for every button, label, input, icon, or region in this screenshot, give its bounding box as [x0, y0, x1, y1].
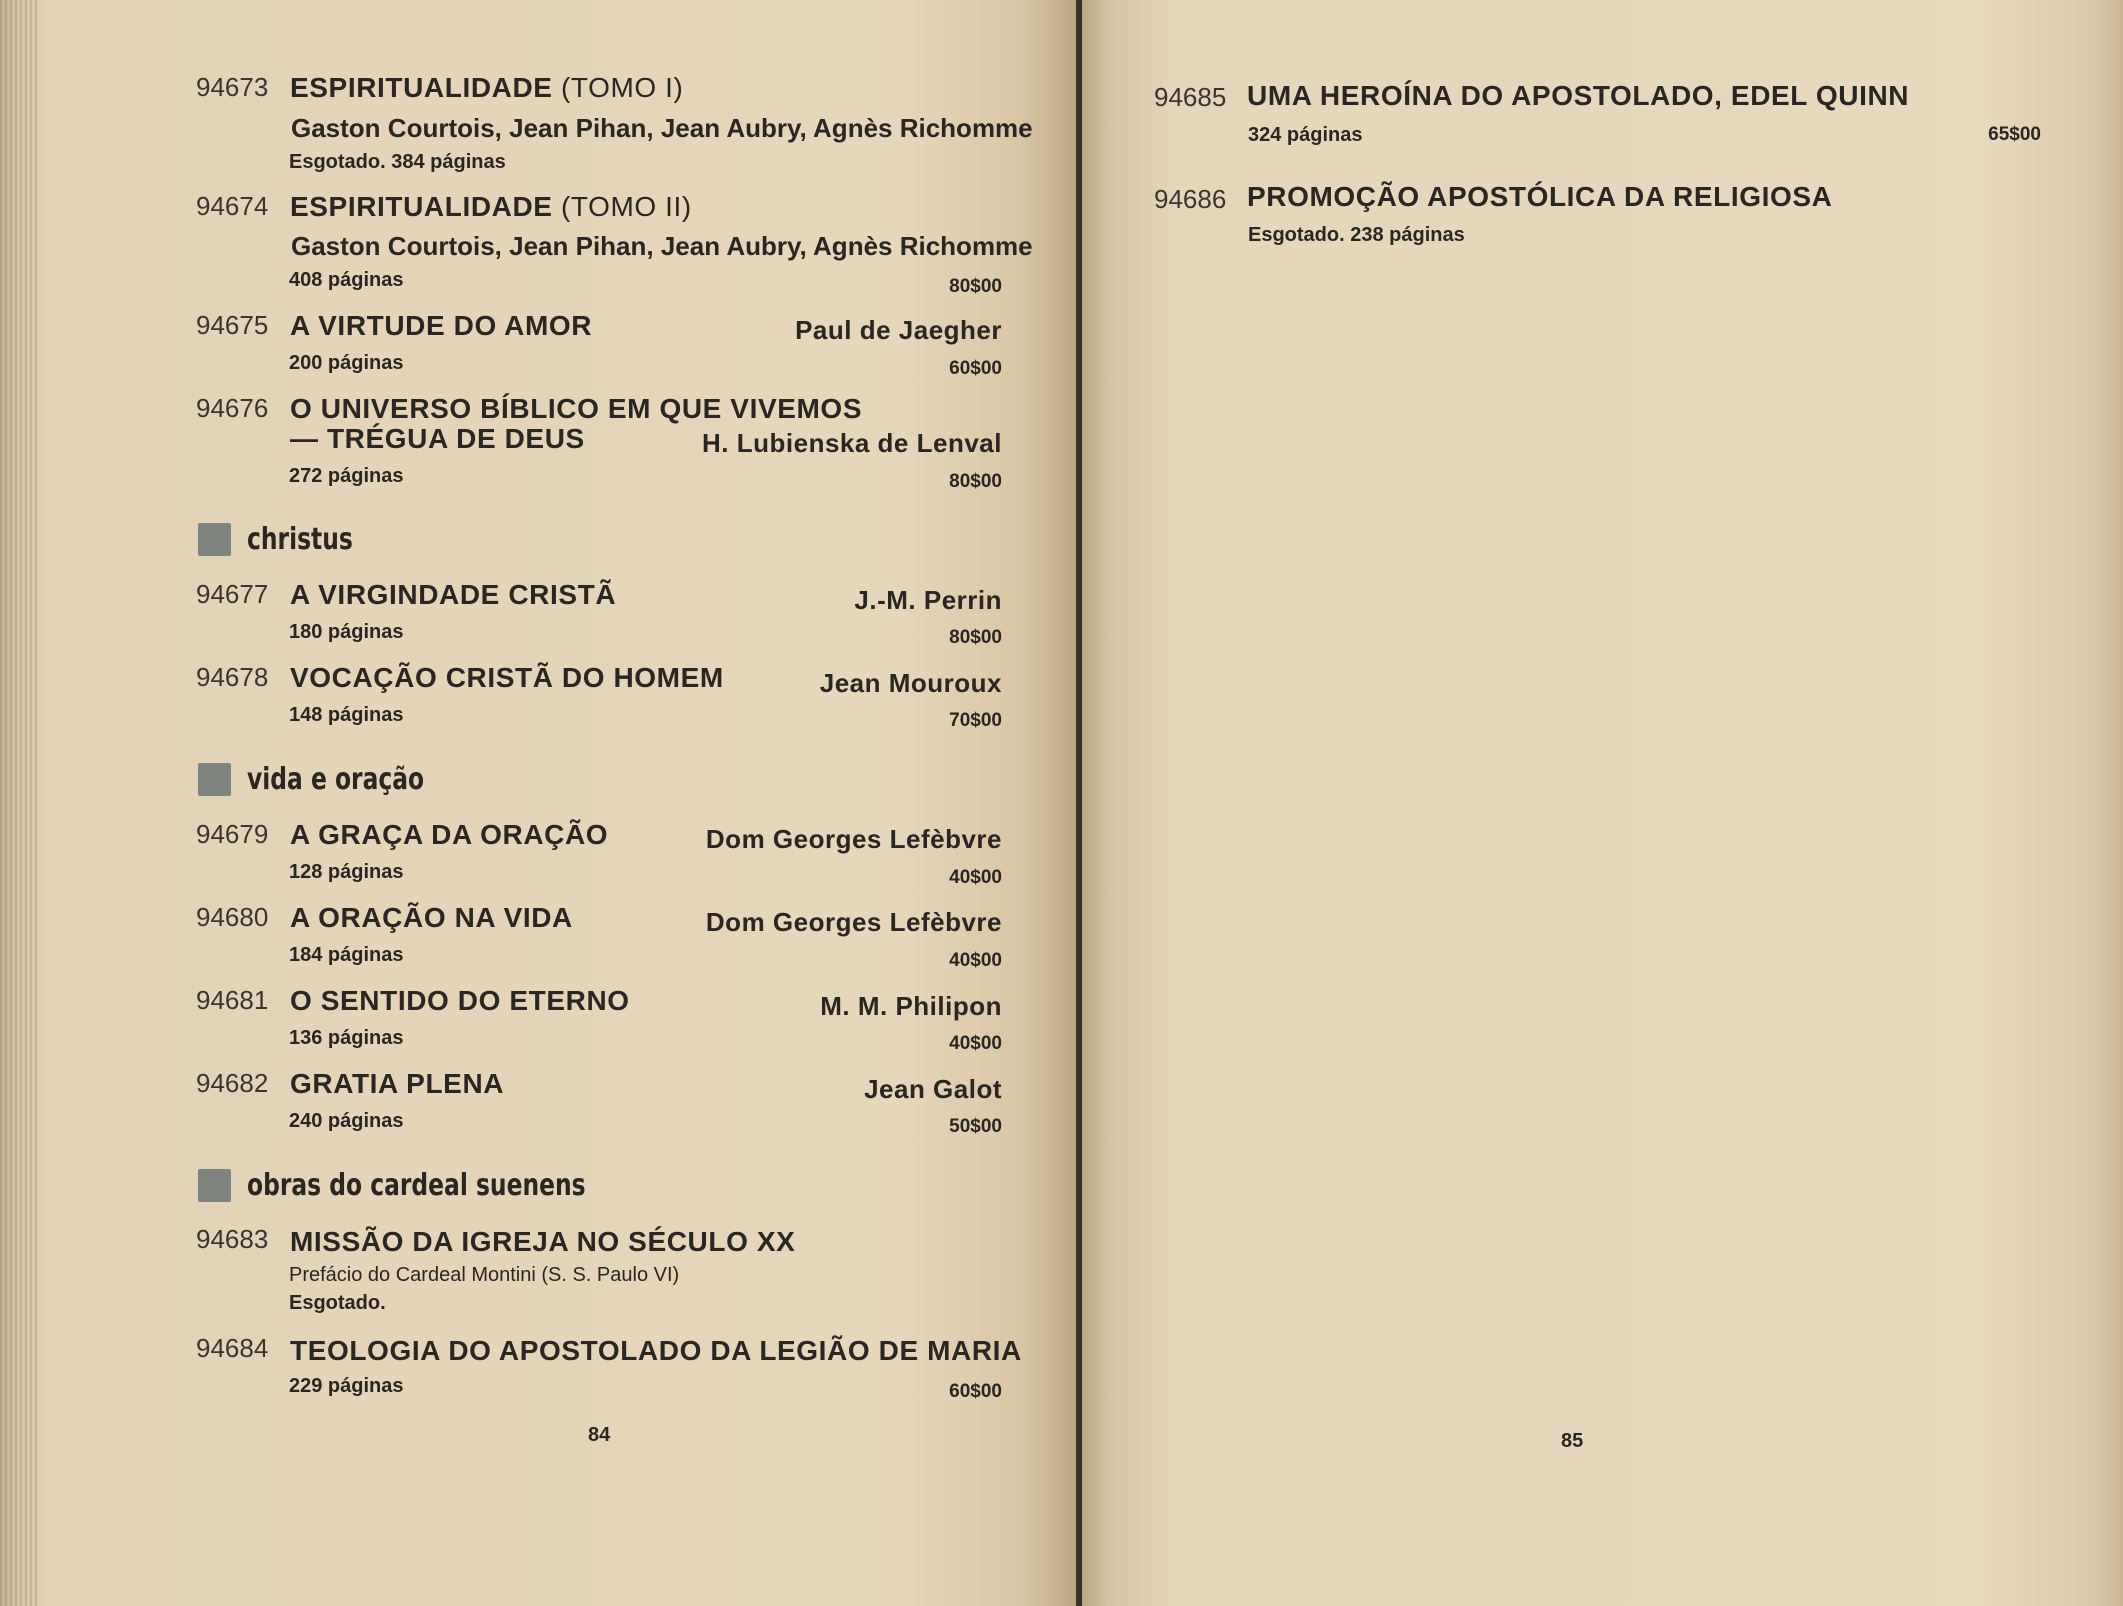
entry-status: Esgotado. 384 páginas [289, 151, 506, 173]
entry-pages: 200 páginas [289, 352, 404, 374]
entry-title: PROMOÇÃO APOSTÓLICA DA RELIGIOSA [1247, 181, 1833, 212]
entry-code: 94673 [196, 72, 269, 102]
entry-author: Paul de Jaegher [795, 315, 1002, 345]
section-label: christus [247, 522, 353, 557]
entry-author: Dom Georges Lefèbvre [705, 907, 1002, 937]
section-square [198, 1169, 231, 1202]
entry-author: Dom Georges Lefèbvre [705, 824, 1002, 854]
entry-price: 80$00 [949, 276, 1002, 297]
entry-price: 60$00 [949, 358, 1002, 379]
entry-author: Jean Galot [864, 1074, 1002, 1104]
page-number: 84 [588, 1424, 611, 1446]
entry-pages: 272 páginas [289, 465, 404, 487]
entry-title-line2: — TRÉGUA DE DEUS [290, 423, 585, 454]
entry-title: A ORAÇÃO NA VIDA [290, 902, 573, 933]
entry-authors: Gaston Courtois, Jean Pihan, Jean Aubry, Agnès Richomme [291, 231, 1033, 261]
entry-title: ESPIRITUALIDADE (TOMO I) [290, 72, 684, 103]
entry-pages: 184 páginas [289, 944, 404, 966]
entry-title: UMA HEROÍNA DO APOSTOLADO, EDEL QUINN [1247, 80, 1910, 111]
entry-code: 94680 [196, 902, 269, 932]
section-heading-obras-do-cardeal-suenens [198, 1168, 681, 1203]
entry-title: GRATIA PLENA [290, 1068, 505, 1099]
entry-author: H. Lubienska de Lenval [702, 428, 1002, 458]
entry-price: 40$00 [949, 950, 1002, 971]
entry-code: 94674 [196, 191, 269, 221]
entry-pages: 128 páginas [289, 861, 404, 883]
entry-code: 94677 [196, 579, 269, 609]
page-number: 85 [1561, 1430, 1584, 1452]
entry-title: TEOLOGIA DO APOSTOLADO DA LEGIÃO DE MARIA [290, 1335, 1022, 1366]
entry-code: 94681 [196, 985, 269, 1015]
entry-pages: 324 páginas [1248, 124, 1363, 146]
section-square [198, 523, 231, 556]
entry-author: Jean Mouroux [819, 668, 1002, 698]
entry-code: 94678 [196, 662, 269, 692]
entry-code: 94686 [1154, 184, 1227, 214]
entry-code: 94676 [196, 393, 269, 423]
entry-code: 94683 [196, 1224, 269, 1254]
entry-code: 94684 [196, 1333, 269, 1363]
entry-code: 94679 [196, 819, 269, 849]
section-square [198, 763, 231, 796]
entry-price: 65$00 [1988, 124, 2041, 145]
section-heading-christus [198, 522, 383, 557]
entry-price: 70$00 [949, 710, 1002, 731]
entry-price: 50$00 [949, 1116, 1002, 1137]
entry-status: Esgotado. 238 páginas [1248, 224, 1465, 246]
entry-note: Prefácio do Cardeal Montini (S. S. Paulo VI) [289, 1264, 680, 1286]
entry-code: 94685 [1154, 82, 1227, 112]
entry-title: ESPIRITUALIDADE (TOMO II) [290, 191, 692, 222]
entry-title: O SENTIDO DO ETERNO [290, 985, 630, 1016]
entry-title: A VIRTUDE DO AMOR [290, 310, 593, 341]
section-label: obras do cardeal suenens [247, 1168, 586, 1203]
entry-pages: 148 páginas [289, 704, 404, 726]
entry-price: 60$00 [949, 1381, 1002, 1402]
entry-price: 80$00 [949, 627, 1002, 648]
entry-price: 40$00 [949, 1033, 1002, 1054]
entry-title: O UNIVERSO BÍBLICO EM QUE VIVEMOS [290, 393, 863, 424]
entry-pages: 240 páginas [289, 1110, 404, 1132]
page-edge [0, 0, 40, 1606]
entry-pages: 136 páginas [289, 1027, 404, 1049]
entry-price: 80$00 [949, 471, 1002, 492]
entry-author: M. M. Philipon [820, 991, 1002, 1021]
entry-title: MISSÃO DA IGREJA NO SÉCULO XX [290, 1226, 796, 1257]
entry-status: Esgotado. [289, 1292, 386, 1314]
section-label: vida e oração [247, 762, 425, 797]
entry-pages: 229 páginas [289, 1375, 404, 1397]
entry-title: A VIRGINDADE CRISTÃ [290, 579, 617, 610]
right-page [1082, 0, 2123, 1606]
entry-code: 94682 [196, 1068, 269, 1098]
entry-author: J.-M. Perrin [854, 585, 1002, 615]
entry-pages: 408 páginas [289, 269, 404, 291]
entry-title: A GRAÇA DA ORAÇÃO [290, 819, 609, 850]
entry-pages: 180 páginas [289, 621, 404, 643]
entry-authors: Gaston Courtois, Jean Pihan, Jean Aubry, Agnès Richomme [291, 113, 1033, 143]
section-heading-vida-e-oracao [198, 762, 474, 797]
entry-title: VOCAÇÃO CRISTÃ DO HOMEM [290, 662, 724, 693]
entry-price: 40$00 [949, 867, 1002, 888]
entry-code: 94675 [196, 310, 269, 340]
